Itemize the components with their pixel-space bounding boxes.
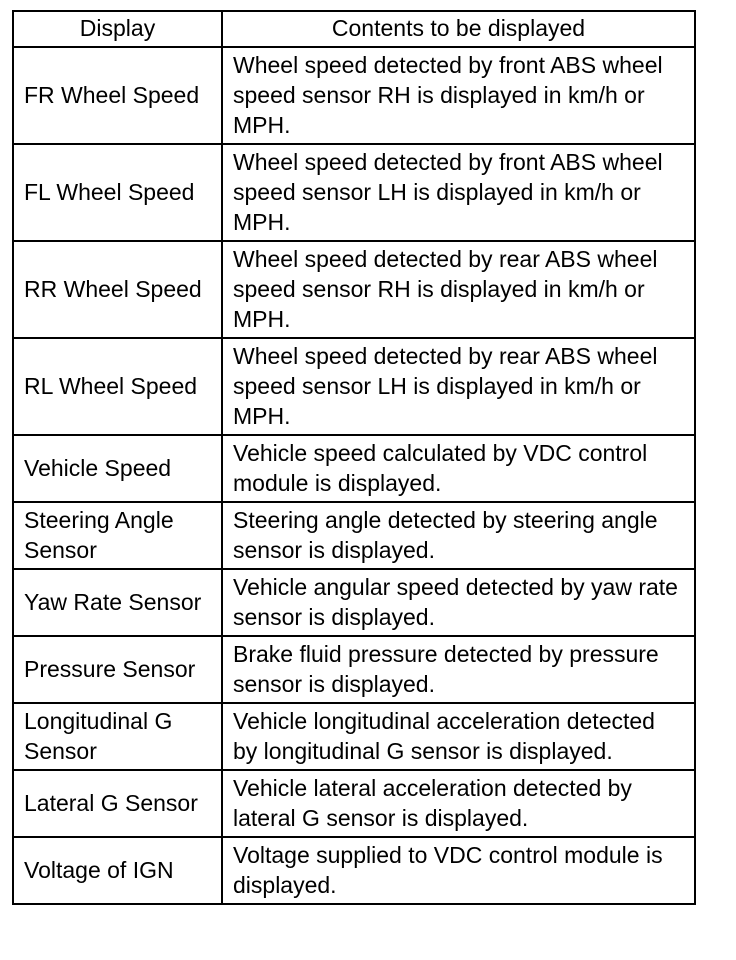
row-display-cell: Voltage of IGN bbox=[13, 837, 222, 904]
row-contents-cell: Vehicle longitudinal acceleration detected by longitudinal G sensor is displayed. bbox=[222, 703, 695, 770]
table-row bbox=[13, 241, 695, 338]
row-contents-cell: Wheel speed detected by front ABS wheel speed sensor LH is displayed in km/h or MPH. bbox=[222, 144, 695, 241]
table-row bbox=[13, 502, 695, 569]
row-contents-cell: Voltage supplied to VDC control module is displayed. bbox=[222, 837, 695, 904]
row-contents-cell: Wheel speed detected by rear ABS wheel speed sensor LH is displayed in km/h or MPH. bbox=[222, 338, 695, 435]
table-body bbox=[13, 47, 695, 904]
row-contents-cell: Wheel speed detected by rear ABS wheel speed sensor RH is displayed in km/h or MPH. bbox=[222, 241, 695, 338]
row-display-cell: FL Wheel Speed bbox=[13, 144, 222, 241]
table-row bbox=[13, 770, 695, 837]
row-contents-cell: Vehicle speed calculated by VDC control module is displayed. bbox=[222, 435, 695, 502]
row-display-cell: Steering Angle Sensor bbox=[13, 502, 222, 569]
table-header-row bbox=[13, 11, 695, 47]
data-monitor-table bbox=[12, 10, 696, 905]
table-row bbox=[13, 435, 695, 502]
row-contents-cell: Vehicle angular speed detected by yaw rate sensor is displayed. bbox=[222, 569, 695, 636]
row-display-cell: Vehicle Speed bbox=[13, 435, 222, 502]
table-row bbox=[13, 338, 695, 435]
header-display: Display bbox=[13, 11, 222, 47]
row-contents-cell: Wheel speed detected by front ABS wheel speed sensor RH is displayed in km/h or MPH. bbox=[222, 47, 695, 144]
table-row bbox=[13, 703, 695, 770]
table-row bbox=[13, 569, 695, 636]
row-contents-cell: Vehicle lateral acceleration detected by lateral G sensor is displayed. bbox=[222, 770, 695, 837]
row-contents-cell: Steering angle detected by steering angle sensor is displayed. bbox=[222, 502, 695, 569]
table-row bbox=[13, 636, 695, 703]
header-contents: Contents to be displayed bbox=[222, 11, 695, 47]
table-row bbox=[13, 837, 695, 904]
row-display-cell: RR Wheel Speed bbox=[13, 241, 222, 338]
row-contents-cell: Brake fluid pressure detected by pressure sensor is displayed. bbox=[222, 636, 695, 703]
table-row bbox=[13, 144, 695, 241]
row-display-cell: Yaw Rate Sensor bbox=[13, 569, 222, 636]
row-display-cell: Pressure Sensor bbox=[13, 636, 222, 703]
row-display-cell: Longitudinal G Sensor bbox=[13, 703, 222, 770]
row-display-cell: FR Wheel Speed bbox=[13, 47, 222, 144]
table-row bbox=[13, 47, 695, 144]
row-display-cell: RL Wheel Speed bbox=[13, 338, 222, 435]
row-display-cell: Lateral G Sensor bbox=[13, 770, 222, 837]
